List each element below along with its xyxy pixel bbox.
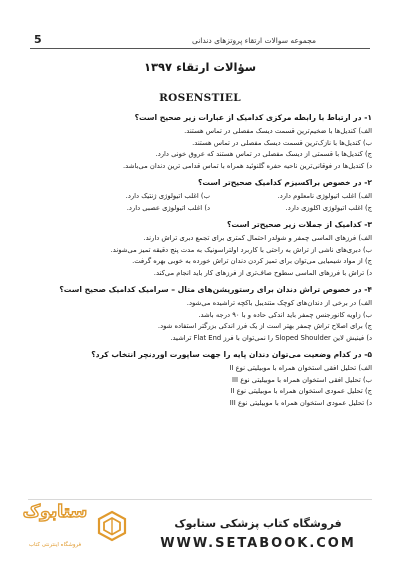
question-3 (28, 219, 372, 279)
question-1-option-a: الف) کندیل‌ها با ضخیم‌ترین قسمت دیسک مفصلی در تماس هستند. (184, 127, 372, 135)
question-3-option-a: الف) فرزهای الماسی چمفر و شولدر احتمال کمتری برای تجمع دبری تراش دارند. (143, 234, 372, 242)
store-name: فروشگاه کتاب پزشکی ستابوک (174, 517, 342, 530)
question-5-option-b: ب) تحلیل افقی استخوان همراه با موبیلیتی نوع III (232, 375, 372, 384)
question-1-option-b: ب) کندیل‌ها با نازک‌ترین قسمت دیسک مفصلی در تماس هستند. (192, 138, 372, 147)
subject-title: ROSENSTIEL (159, 92, 241, 104)
question-5-option-c: ج) تحلیل عمودی استخوان همراه با موبیلیتی نوع II (230, 387, 372, 395)
question-1-option-c: ج) کندیل‌ها با قسمتی از دیسک مفصلی در تماس هستند که عروق خونی دارد. (155, 150, 372, 158)
question-5-option-d: د) تحلیل عمودی استخوان همراه با موبیلیتی نوع III (229, 398, 372, 407)
book-emblem-icon (96, 510, 128, 542)
question-3-option-b: ب) دبری‌های ناشی از تراش به راحتی با کاربرد اولتراسونیک به مدت پنج دقیقه تمیز می‌شوند. (110, 245, 372, 254)
question-3-option-d: د) تراش با فرزهای الماسی سطوح صاف‌تری از فرزهای کار باید انجام می‌کند. (153, 268, 372, 277)
question-4-option-b: ب) زاویه کانورجنس چمفر باید اندکی حاده و با ۹۰ درجه باشد. (198, 310, 372, 319)
page-footer (0, 496, 400, 567)
question-2-title: ۲- در خصوص براکسیزم کدامیک صحیح‌تر است؟ (197, 178, 372, 187)
question-4 (28, 284, 372, 344)
question-4-option-c: ج) برای اصلاح تراش چمفر بهتر است از یک فرز اندکی بزرگتر استفاده شود. (157, 322, 372, 330)
question-2-option-c: ج) اغلب اتیولوژی اکلوزی دارد. (285, 203, 372, 212)
question-list (28, 112, 372, 414)
question-5 (28, 349, 372, 409)
question-3-option-c: ج) از مواد شیمیایی می‌توان برای تمیز کردن دندان تراش خورده به خوبی بهره گرفت. (132, 257, 372, 265)
book-title: مجموعه سوالات ارتقاء پروتزهای دندانی (191, 36, 316, 45)
question-2 (28, 177, 372, 214)
question-4-option-d: د) فینیش لاین Sloped Shoulder را نمی‌توان با فرز Flat End تراشید. (170, 333, 372, 342)
setabook-logo (18, 502, 118, 562)
logo-wordmark: ستابوک (22, 502, 88, 522)
question-4-option-a: الف) در برخی از دندان‌های کوچک متندیبل باکچه تراشیده می‌شود. (186, 299, 372, 307)
question-1-option-d: د) کندیل‌ها در فوقانی‌ترین ناحیه حفره گلنوئید همراه با تماس قدامی ترین دندان می‌باشد. (123, 161, 372, 170)
footer-divider (28, 499, 372, 500)
page-header (0, 0, 400, 50)
page-number: 5 (34, 33, 42, 46)
store-url-link[interactable]: WWW.SETABOOK.COM (160, 536, 356, 551)
logo-subtitle: فروشگاه اینترنتی کتاب (28, 542, 82, 548)
question-5-option-a: الف) تحلیل افقی استخوان همراه با موبیلیتی نوع II (229, 364, 372, 372)
question-2-option-d: د) اغلب اتیولوژی عصبی دارد. (126, 203, 210, 212)
question-2-options (28, 191, 372, 214)
header-divider (30, 48, 370, 49)
question-2-option-b: ب) اغلب اتیولوژی ژنتیک دارد. (125, 192, 210, 200)
question-4-title: ۴- در خصوص تراش دندان برای رستوریشن‌های متال – سرامیک کدامیک صحیح است؟ (59, 285, 372, 294)
question-3-title: ۳- کدامیک از جملات زیر صحیح‌تر است؟ (227, 220, 372, 229)
question-5-title: ۵- در کدام وضعیت می‌توان دندان پایه را جهت ساپورت اوردنچر انتخاب کرد؟ (91, 350, 372, 359)
question-2-option-a: الف) اغلب اتیولوژی نامعلوم دارد. (277, 192, 372, 200)
question-1 (28, 112, 372, 172)
question-1-title: ۱- در ارتباط با رابطه مرکزی کدامیک از عبارات زیر صحیح است؟ (134, 113, 372, 122)
page-heading: سؤالات ارتقاء ۱۳۹۷ (143, 60, 257, 74)
